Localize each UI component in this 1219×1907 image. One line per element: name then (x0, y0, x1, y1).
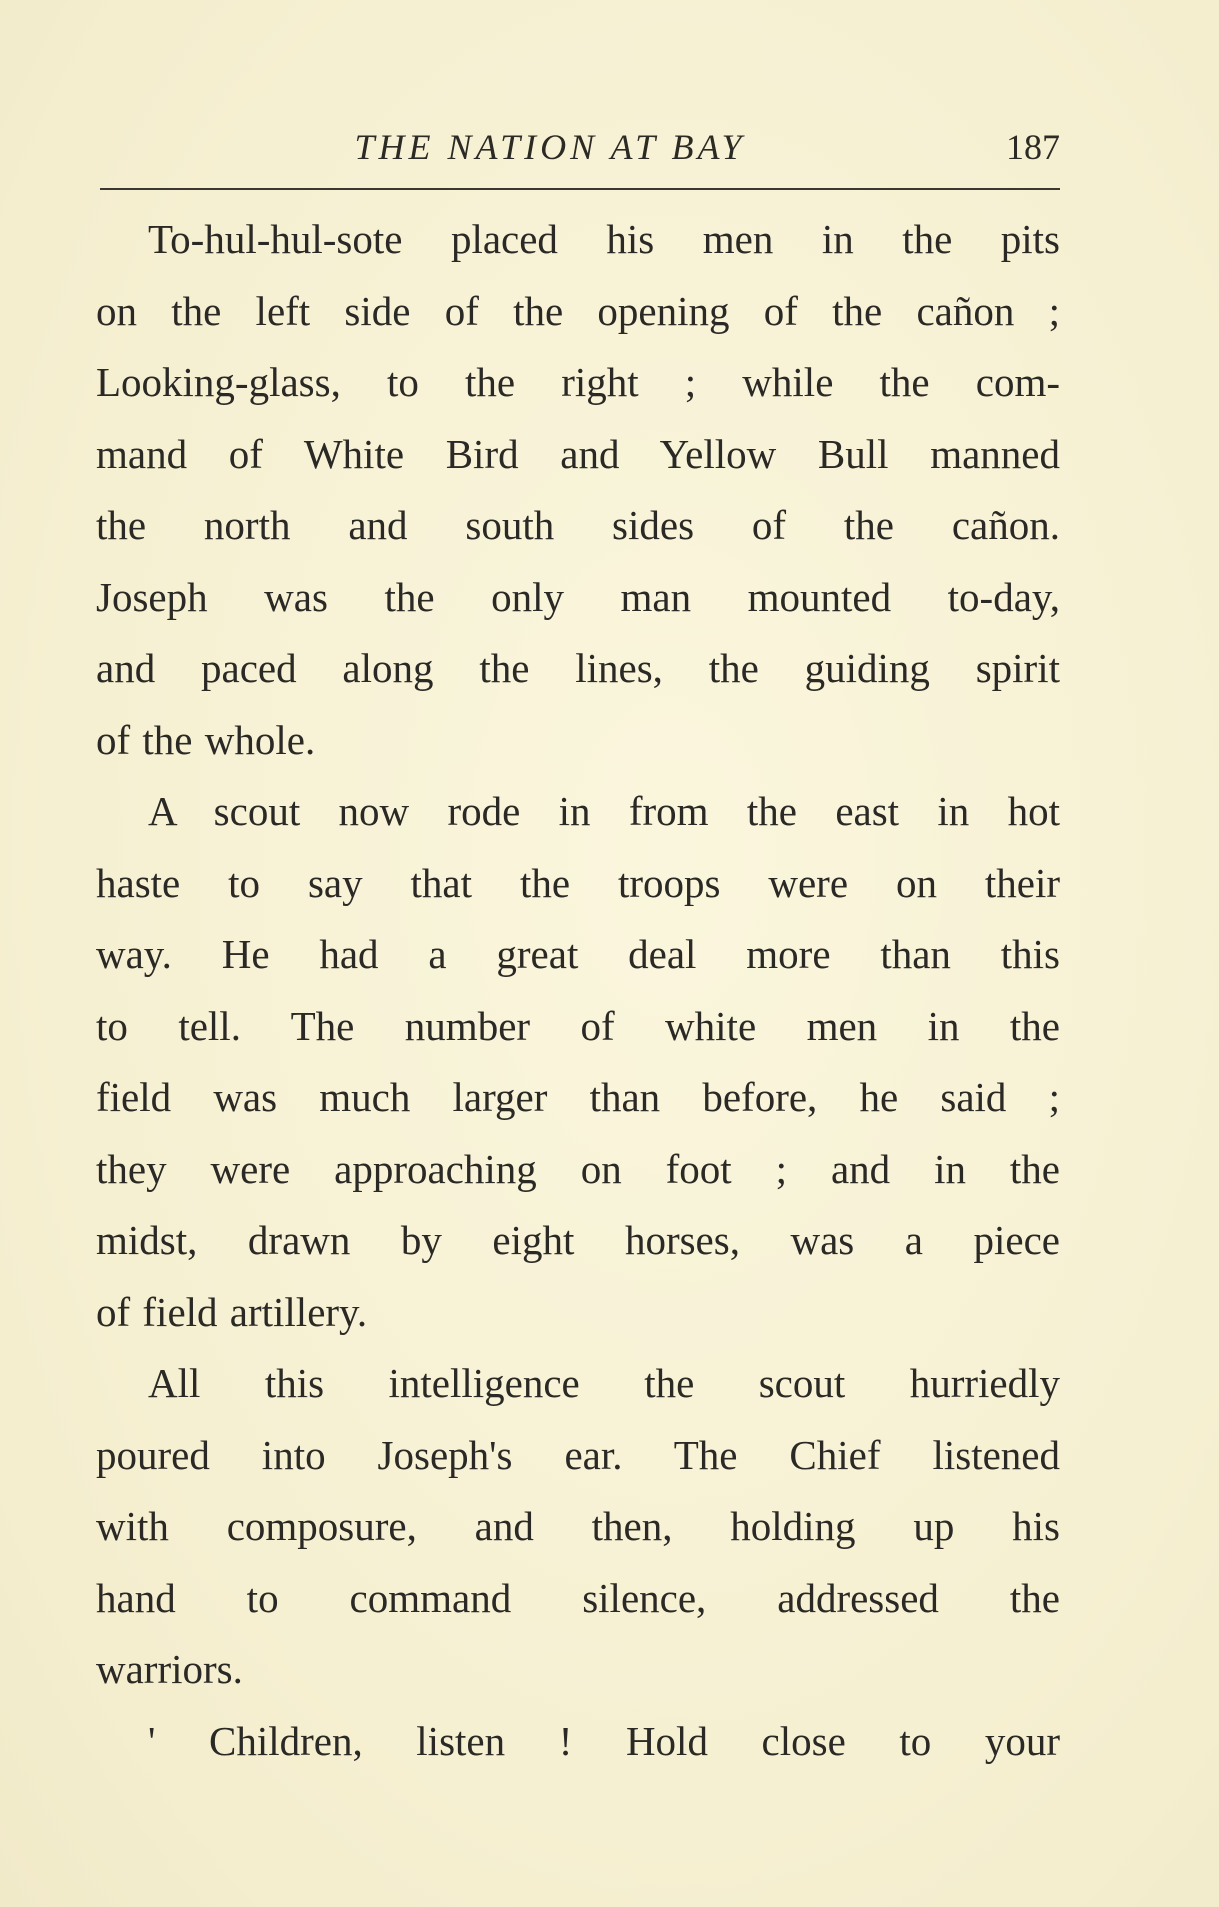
text-line: to tell. The number of white men in the (96, 1002, 1060, 1049)
text-line: of field artillery. (96, 1288, 368, 1335)
text-line: mand of White Bird and Yellow Bull manned (96, 430, 1060, 477)
text-line: midst, drawn by eight horses, was a piece (96, 1217, 1060, 1263)
text-line: way. He had a great deal more than this (96, 931, 1060, 977)
text-line: hand to command silence, addressed the (96, 1574, 1060, 1621)
text-line: Joseph was the only man mounted to-day, (96, 573, 1060, 620)
text-line: Looking-glass, to the right ; while the com- (96, 359, 1060, 405)
text-line: field was much larger than before, he said ; (96, 1074, 1060, 1120)
text-line: they were approaching on foot ; and in the (96, 1145, 1060, 1192)
text-line: poured into Joseph's ear. The Chief listened (96, 1431, 1060, 1478)
page-number: 187 (1006, 127, 1060, 167)
text-line: All this intelligence the scout hurriedly (148, 1360, 1060, 1406)
body-text (96, 204, 1060, 1777)
text-line: warriors. (96, 1646, 243, 1692)
running-head-title: THE NATION AT BAY (354, 127, 746, 167)
text-line: A scout now rode in from the east in hot (148, 788, 1060, 834)
text-line: haste to say that the troops were on their (96, 859, 1060, 906)
text-line: the north and south sides of the cañon. (96, 502, 1060, 548)
text-line: and paced along the lines, the guiding spirit (96, 645, 1060, 691)
text-line: on the left side of the opening of the cañon ; (96, 287, 1060, 334)
running-head (100, 126, 1060, 176)
text-line: with composure, and then, holding up his (96, 1503, 1060, 1549)
text-line: of the whole. (96, 716, 316, 763)
header-rule (100, 188, 1060, 190)
text-line: To-hul-hul-sote placed his men in the pits (148, 216, 1060, 262)
text-line: ' Children, listen ! Hold close to your (148, 1717, 1060, 1764)
